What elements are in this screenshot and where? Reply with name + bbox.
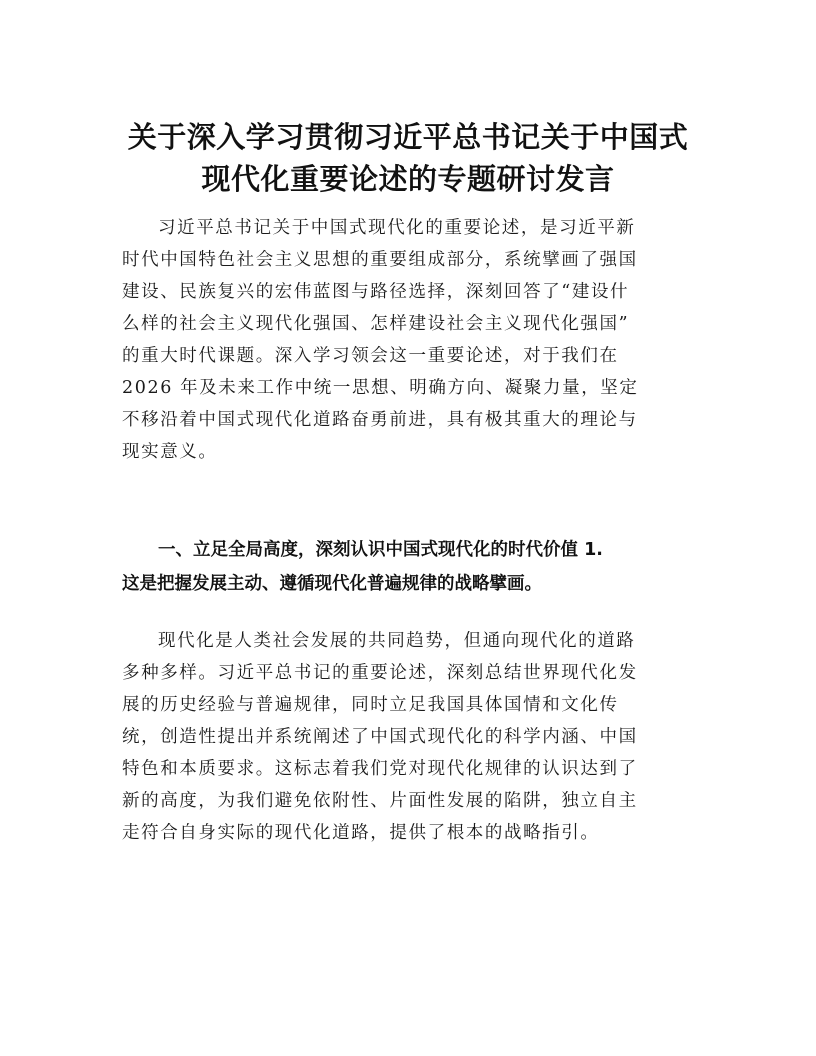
paragraph-line: 新的高度，为我们避免依附性、片面性发展的陷阱，独立自主: [122, 791, 638, 811]
paragraph-line: 走符合自身实际的现代化道路，提供了根本的战略指引。: [122, 823, 600, 843]
title-line: 关于深入学习贯彻习近平总书记关于中国式: [127, 120, 689, 154]
heading-line: 这是把握发展主动、遵循现代化普遍规律的战略擘画。: [122, 574, 542, 594]
paragraph-line: 2026 年及未来工作中统一思想、明确方向、凝聚力量，坚定: [122, 378, 639, 398]
document-title: [110, 116, 706, 200]
paragraph-line: 统，创造性提出并系统阐述了中国式现代化的科学内涵、中国: [122, 727, 638, 747]
paragraph-line: 习近平总书记关于中国式现代化的重要论述，是习近平新: [158, 218, 636, 238]
paragraph-line: 现实意义。: [122, 442, 218, 462]
paragraph-line: 多种多样。习近平总书记的重要论述，深刻总结世界现代化发: [122, 663, 638, 683]
paragraph-section-1: [122, 625, 702, 849]
paragraph-intro: [122, 212, 702, 468]
paragraph-line: 建设、民族复兴的宏伟蓝图与路径选择，深刻回答了“建设什: [122, 282, 630, 302]
paragraph-line: 现代化是人类社会发展的共同趋势，但通向现代化的道路: [158, 631, 636, 651]
heading-line: 一、立足全局高度，深刻认识中国式现代化的时代价值 1.: [158, 540, 603, 560]
paragraph-line: 特色和本质要求。这标志着我们党对现代化规律的认识达到了: [122, 759, 638, 779]
paragraph-line: 不移沿着中国式现代化道路奋勇前进，具有极其重大的理论与: [122, 410, 638, 430]
section-heading-1: [122, 533, 702, 601]
paragraph-line: 的重大时代课题。深入学习领会这一重要论述，对于我们在: [122, 346, 619, 366]
paragraph-line: 么样的社会主义现代化强国、怎样建设社会主义现代化强国”: [122, 314, 630, 334]
paragraph-line: 时代中国特色社会主义思想的重要组成部分，系统擘画了强国: [122, 250, 638, 270]
paragraph-line: 展的历史经验与普遍规律，同时立足我国具体国情和文化传: [122, 695, 619, 715]
title-line: 现代化重要论述的专题研讨发言: [201, 162, 615, 196]
